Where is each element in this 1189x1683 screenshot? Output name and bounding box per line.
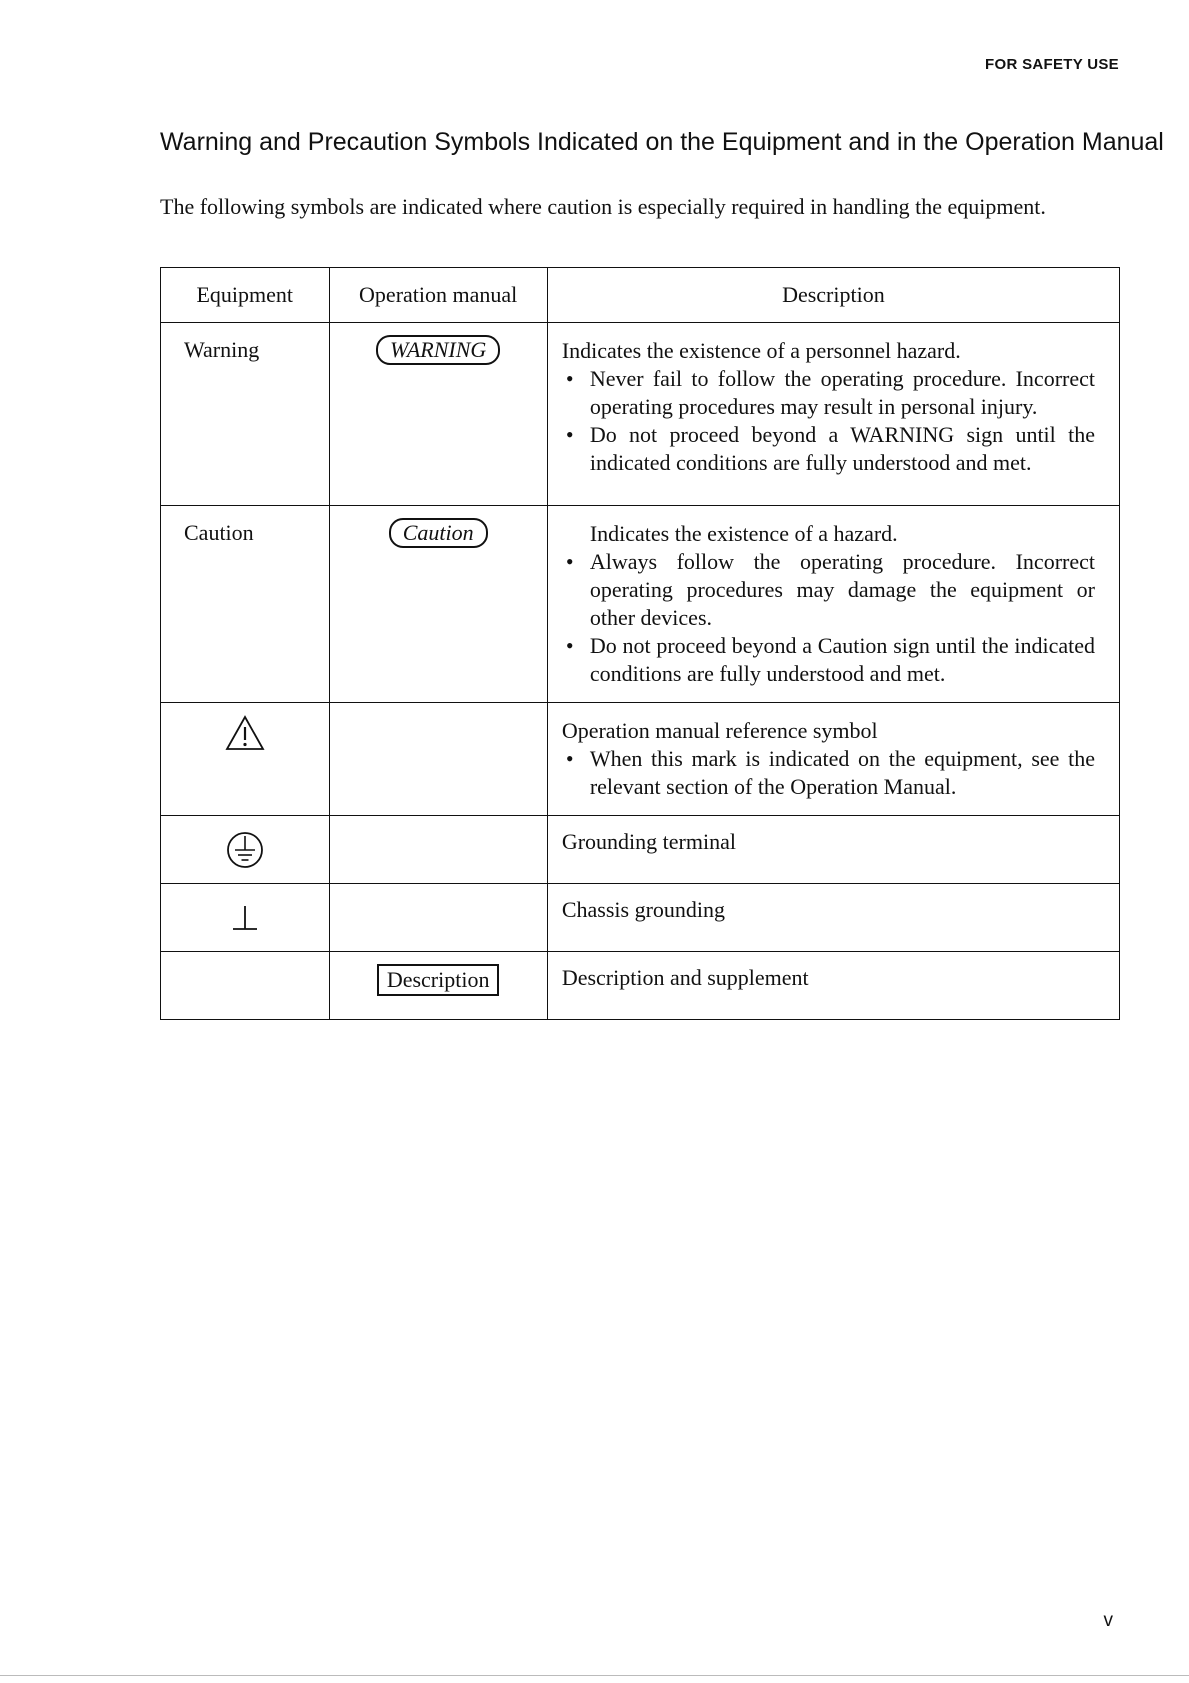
protective-ground-icon	[225, 830, 265, 870]
equipment-cell-grounding	[161, 816, 330, 884]
table-row-supplement	[161, 952, 1120, 1020]
manual-cell-empty	[329, 703, 547, 816]
equipment-cell-chassis	[161, 884, 330, 952]
bullet-list	[562, 745, 1095, 801]
list-item: • Always follow the operating procedure. Incorrect operating procedures may damage the equipment or other devices.	[562, 548, 1095, 632]
description-chassis: Chassis grounding	[547, 884, 1119, 952]
chassis-ground-icon	[230, 903, 260, 933]
equipment-cell-reference	[161, 703, 330, 816]
list-item: • When this mark is indicated on the equipment, see the relevant section of the Operation Manual.	[562, 745, 1095, 801]
description-warning	[547, 323, 1119, 506]
caution-symbol: Caution	[389, 518, 488, 548]
column-header-description: Description	[547, 268, 1119, 323]
manual-cell-warning	[329, 323, 547, 506]
warning-triangle-icon	[225, 715, 265, 751]
equipment-warning: Warning	[161, 323, 330, 506]
bullet-list	[562, 548, 1095, 688]
description-box-symbol: Description	[377, 964, 500, 996]
table-row-chassis	[161, 884, 1120, 952]
list-item: • Do not proceed beyond a Caution sign until the indicated conditions are fully understood and met.	[562, 632, 1095, 688]
equipment-caution: Caution	[161, 506, 330, 703]
header-label: FOR SAFETY USE	[985, 56, 1119, 73]
equipment-cell-empty	[161, 952, 330, 1020]
description-reference	[547, 703, 1119, 816]
list-item: • Never fail to follow the operating procedure. Incorrect operating procedures may result in personal injury.	[562, 365, 1095, 421]
manual-cell-empty	[329, 816, 547, 884]
table-row-reference	[161, 703, 1120, 816]
manual-cell-empty	[329, 884, 547, 952]
table-row-grounding	[161, 816, 1120, 884]
list-item: • Do not proceed beyond a WARNING sign until the indicated conditions are fully understood and met.	[562, 421, 1095, 477]
description-supplement: Description and supplement	[547, 952, 1119, 1020]
warning-symbol: WARNING	[376, 335, 500, 365]
description-lead: Indicates the existence of a hazard.	[589, 521, 898, 546]
column-header-equipment: Equipment	[161, 268, 330, 323]
table-header-row	[161, 268, 1120, 323]
intro-text: The following symbols are indicated where caution is especially required in handling the equipment.	[160, 194, 1046, 219]
table-row-warning	[161, 323, 1120, 506]
symbols-table	[160, 267, 1120, 1020]
column-header-operation-manual: Operation manual	[329, 268, 547, 323]
bullet-list	[562, 365, 1095, 477]
description-grounding: Grounding terminal	[547, 816, 1119, 884]
description-lead: Indicates the existence of a personnel hazard.	[561, 338, 961, 363]
page-number: v	[1103, 1610, 1113, 1631]
manual-cell-caution	[329, 506, 547, 703]
table-row-caution	[161, 506, 1120, 703]
bottom-rule	[0, 1675, 1189, 1676]
page-title: Warning and Precaution Symbols Indicated on the Equipment and in the Operation Manual	[160, 128, 1164, 156]
description-caution	[547, 506, 1119, 703]
description-lead: Operation manual reference symbol	[561, 718, 878, 743]
manual-cell-supplement	[329, 952, 547, 1020]
